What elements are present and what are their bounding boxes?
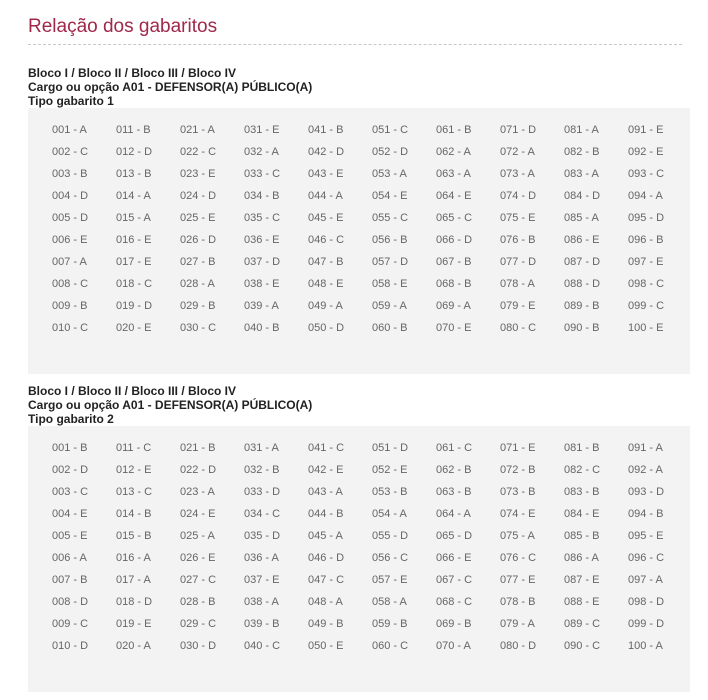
answer-item: 057 - E — [372, 574, 408, 586]
answer-item: 083 - A — [564, 168, 599, 180]
answer-item: 089 - C — [564, 618, 601, 630]
answer-item: 067 - B — [436, 256, 472, 268]
answer-item: 083 - B — [564, 486, 600, 498]
answer-item: 018 - C — [116, 278, 153, 290]
answer-item: 062 - A — [436, 146, 471, 158]
answer-item: 020 - A — [116, 640, 151, 652]
answer-item: 090 - C — [564, 640, 601, 652]
answer-item: 078 - A — [500, 278, 535, 290]
answer-item: 014 - A — [116, 190, 151, 202]
answer-item: 037 - D — [244, 256, 281, 268]
answer-item: 061 - C — [436, 442, 473, 454]
answer-item: 012 - D — [116, 146, 153, 158]
answer-item: 038 - E — [244, 278, 280, 290]
answer-item: 064 - E — [436, 190, 472, 202]
answer-item: 077 - D — [500, 256, 537, 268]
answer-item: 005 - D — [52, 212, 89, 224]
answer-item: 023 - A — [180, 486, 215, 498]
answer-item: 024 - D — [180, 190, 217, 202]
answer-item: 076 - C — [500, 552, 537, 564]
answer-item: 008 - D — [52, 596, 89, 608]
answer-item: 068 - B — [436, 278, 472, 290]
answer-item: 024 - E — [180, 508, 216, 520]
answer-item: 009 - B — [52, 300, 88, 312]
answer-item: 037 - E — [244, 574, 280, 586]
section-position-label: Cargo ou opção A01 - DEFENSOR(A) PÚBLICO(A) — [28, 80, 313, 94]
answer-item: 068 - C — [436, 596, 473, 608]
answer-item: 084 - D — [564, 190, 601, 202]
answer-item: 093 - C — [628, 168, 665, 180]
answer-item: 086 - A — [564, 552, 599, 564]
answer-item: 022 - C — [180, 146, 217, 158]
answer-item: 056 - C — [372, 552, 409, 564]
answer-item: 013 - B — [116, 168, 152, 180]
answer-item: 082 - B — [564, 146, 600, 158]
answer-item: 070 - E — [436, 322, 472, 334]
answer-item: 025 - A — [180, 530, 215, 542]
answer-item: 035 - C — [244, 212, 281, 224]
answer-item: 099 - C — [628, 300, 665, 312]
answer-item: 080 - C — [500, 322, 537, 334]
answer-item: 089 - B — [564, 300, 600, 312]
answer-item: 002 - C — [52, 146, 89, 158]
answer-item: 025 - E — [180, 212, 216, 224]
answer-item: 027 - B — [180, 256, 216, 268]
answer-item: 059 - B — [372, 618, 408, 630]
answer-item: 046 - D — [308, 552, 345, 564]
answer-item: 091 - A — [628, 442, 663, 454]
answer-item: 086 - E — [564, 234, 600, 246]
answer-item: 090 - B — [564, 322, 600, 334]
answer-key-section-2 — [28, 384, 690, 692]
answer-item: 095 - E — [628, 530, 664, 542]
answer-item: 043 - A — [308, 486, 343, 498]
answer-item: 002 - D — [52, 464, 89, 476]
answer-item: 012 - E — [116, 464, 152, 476]
answer-item: 087 - E — [564, 574, 600, 586]
answer-item: 044 - A — [308, 190, 343, 202]
answer-item: 051 - D — [372, 442, 409, 454]
answer-item: 028 - B — [180, 596, 216, 608]
answer-item: 085 - B — [564, 530, 600, 542]
answer-item: 077 - E — [500, 574, 536, 586]
answer-item: 040 - C — [244, 640, 281, 652]
answer-item: 085 - A — [564, 212, 599, 224]
answer-item: 023 - E — [180, 168, 216, 180]
answer-item: 069 - B — [436, 618, 472, 630]
answer-item: 021 - A — [180, 124, 215, 136]
answer-item: 019 - E — [116, 618, 152, 630]
page-title: Relação dos gabaritos — [28, 16, 218, 37]
answer-item: 036 - E — [244, 234, 280, 246]
answer-item: 055 - C — [372, 212, 409, 224]
answer-item: 060 - C — [372, 640, 409, 652]
answer-item: 020 - E — [116, 322, 152, 334]
answer-item: 029 - C — [180, 618, 217, 630]
answer-item: 080 - D — [500, 640, 537, 652]
answer-item: 084 - E — [564, 508, 600, 520]
answer-item: 028 - A — [180, 278, 215, 290]
answer-item: 063 - B — [436, 486, 472, 498]
answer-item: 035 - D — [244, 530, 281, 542]
answer-item: 088 - D — [564, 278, 601, 290]
answer-item: 057 - D — [372, 256, 409, 268]
section-header — [28, 384, 690, 426]
answer-item: 050 - E — [308, 640, 344, 652]
answer-item: 016 - E — [116, 234, 152, 246]
answer-item: 066 - E — [436, 552, 472, 564]
answer-item: 075 - E — [500, 212, 536, 224]
answer-item: 036 - A — [244, 552, 279, 564]
answer-item: 094 - B — [628, 508, 664, 520]
answer-item: 065 - D — [436, 530, 473, 542]
answer-item: 075 - A — [500, 530, 535, 542]
answer-item: 026 - D — [180, 234, 217, 246]
answer-item: 048 - A — [308, 596, 343, 608]
answer-item: 097 - A — [628, 574, 663, 586]
answer-item: 007 - A — [52, 256, 87, 268]
answer-item: 021 - B — [180, 442, 216, 454]
answer-grid — [52, 119, 692, 339]
answer-item: 001 - A — [52, 124, 87, 136]
section-blocks-label: Bloco I / Bloco II / Bloco III / Bloco IV — [28, 66, 237, 80]
section-key-type-label: Tipo gabarito 1 — [28, 94, 114, 108]
answer-item: 041 - B — [308, 124, 344, 136]
answer-item: 093 - D — [628, 486, 665, 498]
answer-item: 058 - E — [372, 278, 408, 290]
answer-item: 066 - D — [436, 234, 473, 246]
answer-item: 042 - E — [308, 464, 344, 476]
answer-item: 001 - B — [52, 442, 88, 454]
answer-item: 076 - B — [500, 234, 536, 246]
answer-item: 099 - D — [628, 618, 665, 630]
answer-item: 098 - C — [628, 278, 665, 290]
answer-item: 065 - C — [436, 212, 473, 224]
answer-item: 018 - D — [116, 596, 153, 608]
answer-item: 003 - C — [52, 486, 89, 498]
answer-item: 041 - C — [308, 442, 345, 454]
answer-item: 017 - E — [116, 256, 152, 268]
answer-item: 067 - C — [436, 574, 473, 586]
answer-item: 011 - C — [116, 442, 152, 454]
answer-item: 088 - E — [564, 596, 600, 608]
answer-item: 048 - E — [308, 278, 344, 290]
section-header — [28, 66, 690, 108]
answer-item: 032 - A — [244, 146, 279, 158]
answer-item: 058 - A — [372, 596, 407, 608]
answer-item: 016 - A — [116, 552, 151, 564]
answer-item: 070 - A — [436, 640, 471, 652]
answer-item: 014 - B — [116, 508, 152, 520]
answer-item: 047 - C — [308, 574, 345, 586]
answer-item: 098 - D — [628, 596, 665, 608]
answer-item: 046 - C — [308, 234, 345, 246]
answer-item: 006 - A — [52, 552, 87, 564]
answer-grid-box — [28, 426, 690, 692]
answer-item: 060 - B — [372, 322, 408, 334]
answer-item: 027 - C — [180, 574, 217, 586]
answer-item: 069 - A — [436, 300, 471, 312]
answer-item: 019 - D — [116, 300, 153, 312]
answer-item: 051 - C — [372, 124, 409, 136]
answer-item: 073 - A — [500, 168, 535, 180]
answer-item: 050 - D — [308, 322, 345, 334]
answer-item: 043 - E — [308, 168, 344, 180]
answer-item: 004 - D — [52, 190, 89, 202]
answer-item: 096 - B — [628, 234, 664, 246]
answer-item: 034 - C — [244, 508, 281, 520]
answer-item: 071 - D — [500, 124, 537, 136]
answer-item: 030 - D — [180, 640, 217, 652]
answer-item: 017 - A — [116, 574, 151, 586]
answer-item: 007 - B — [52, 574, 88, 586]
answer-item: 042 - D — [308, 146, 345, 158]
answer-item: 045 - A — [308, 530, 343, 542]
answer-item: 097 - E — [628, 256, 664, 268]
answer-item: 054 - E — [372, 190, 408, 202]
answer-item: 030 - C — [180, 322, 217, 334]
answer-item: 054 - A — [372, 508, 407, 520]
answer-item: 052 - E — [372, 464, 408, 476]
answer-item: 034 - B — [244, 190, 280, 202]
answer-item: 081 - B — [564, 442, 600, 454]
answer-item: 092 - A — [628, 464, 663, 476]
answer-item: 039 - B — [244, 618, 280, 630]
answer-item: 061 - B — [436, 124, 472, 136]
answer-item: 094 - A — [628, 190, 663, 202]
answer-item: 011 - B — [116, 124, 151, 136]
answer-item: 015 - A — [116, 212, 151, 224]
answer-item: 038 - A — [244, 596, 279, 608]
answer-item: 010 - D — [52, 640, 89, 652]
answer-item: 003 - B — [52, 168, 88, 180]
section-blocks-label: Bloco I / Bloco II / Bloco III / Bloco IV — [28, 384, 237, 398]
answer-item: 079 - E — [500, 300, 536, 312]
answer-item: 022 - D — [180, 464, 217, 476]
answer-item: 053 - A — [372, 168, 407, 180]
answer-item: 063 - A — [436, 168, 471, 180]
section-key-type-label: Tipo gabarito 2 — [28, 412, 114, 426]
answer-item: 049 - B — [308, 618, 344, 630]
answer-item: 074 - D — [500, 190, 537, 202]
answer-item: 033 - C — [244, 168, 281, 180]
answer-item: 082 - C — [564, 464, 601, 476]
answer-item: 029 - B — [180, 300, 216, 312]
answer-item: 031 - E — [244, 124, 280, 136]
answer-item: 059 - A — [372, 300, 407, 312]
answer-item: 073 - B — [500, 486, 536, 498]
answer-item: 045 - E — [308, 212, 344, 224]
answer-item: 056 - B — [372, 234, 408, 246]
answer-item: 072 - A — [500, 146, 535, 158]
answer-item: 047 - B — [308, 256, 344, 268]
answer-item: 052 - D — [372, 146, 409, 158]
answer-item: 013 - C — [116, 486, 153, 498]
answer-item: 053 - B — [372, 486, 408, 498]
answer-item: 049 - A — [308, 300, 343, 312]
answer-grid — [52, 437, 692, 657]
answer-item: 100 - E — [628, 322, 664, 334]
answer-item: 008 - C — [52, 278, 89, 290]
answer-item: 026 - E — [180, 552, 216, 564]
answer-item: 062 - B — [436, 464, 472, 476]
section-position-label: Cargo ou opção A01 - DEFENSOR(A) PÚBLICO(A) — [28, 398, 313, 412]
answer-item: 044 - B — [308, 508, 344, 520]
answer-item: 091 - E — [628, 124, 664, 136]
answer-item: 095 - D — [628, 212, 665, 224]
answer-item: 072 - B — [500, 464, 536, 476]
answer-item: 064 - A — [436, 508, 471, 520]
answer-item: 033 - D — [244, 486, 281, 498]
answer-item: 087 - D — [564, 256, 601, 268]
answer-item: 100 - A — [628, 640, 663, 652]
answer-item: 004 - E — [52, 508, 88, 520]
answer-item: 005 - E — [52, 530, 88, 542]
answer-item: 039 - A — [244, 300, 279, 312]
answer-item: 006 - E — [52, 234, 88, 246]
answer-item: 092 - E — [628, 146, 664, 158]
answer-item: 015 - B — [116, 530, 152, 542]
answer-item: 096 - C — [628, 552, 665, 564]
answer-item: 081 - A — [564, 124, 599, 136]
answer-item: 010 - C — [52, 322, 89, 334]
answer-item: 031 - A — [244, 442, 279, 454]
answer-item: 032 - B — [244, 464, 280, 476]
answer-key-section-1 — [28, 66, 690, 374]
answer-grid-box — [28, 108, 690, 374]
answer-item: 078 - B — [500, 596, 536, 608]
answer-item: 009 - C — [52, 618, 89, 630]
answer-item: 074 - E — [500, 508, 536, 520]
answer-item: 079 - A — [500, 618, 535, 630]
answer-item: 040 - B — [244, 322, 280, 334]
title-divider — [28, 44, 682, 45]
answer-item: 055 - D — [372, 530, 409, 542]
answer-item: 071 - E — [500, 442, 536, 454]
